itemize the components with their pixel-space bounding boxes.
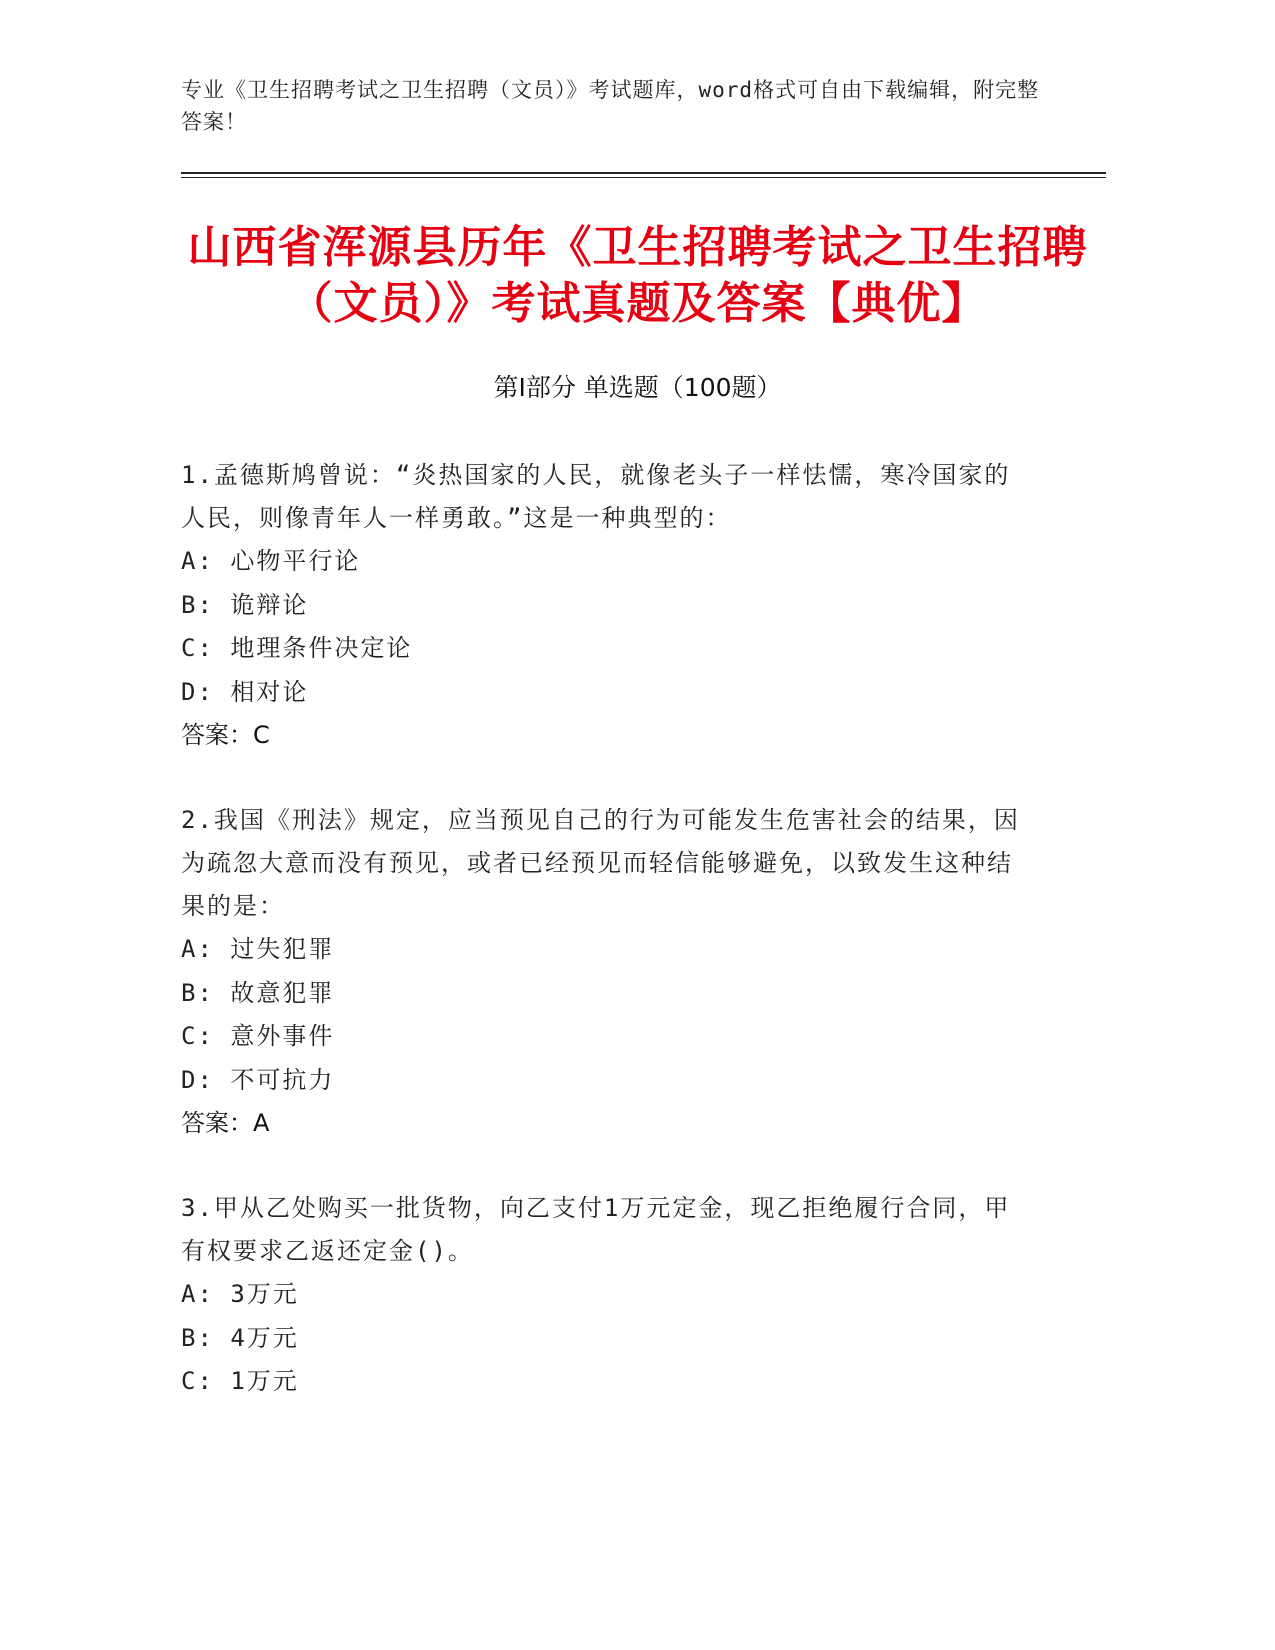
option-d: D: 相对论 bbox=[181, 677, 309, 706]
option-c: C: 1万元 bbox=[181, 1367, 299, 1395]
document-title: 山西省浑源县历年《卫生招聘考试之卫生招聘（文员）》考试真题及答案【典优】 bbox=[187, 222, 1088, 329]
question-stem: 2.我国《刑法》规定，应当预见自己的行为可能发生危害社会的结果，因为疏忽大意而没有预见，或者已经预见而轻信能够避免，以致发生这种结果的是： bbox=[181, 806, 1020, 920]
option-b: B: 诡辩论 bbox=[181, 590, 309, 619]
question-1 bbox=[181, 454, 1031, 757]
header-divider bbox=[181, 172, 1106, 174]
option-c: C: 地理条件决定论 bbox=[181, 634, 413, 662]
option-c: C: 意外事件 bbox=[181, 1022, 335, 1050]
option-a: A: 心物平行论 bbox=[181, 547, 361, 575]
answer: 答案：A bbox=[181, 1109, 270, 1137]
option-a: A: 3万元 bbox=[181, 1280, 299, 1308]
question-list bbox=[181, 454, 1031, 1446]
option-d: D: 不可抗力 bbox=[181, 1065, 335, 1094]
option-a: A: 过失犯罪 bbox=[181, 935, 335, 963]
option-b: B: 4万元 bbox=[181, 1323, 299, 1352]
question-stem: 1.孟德斯鸠曾说：“炎热国家的人民，就像老头子一样怯懦，寒冷国家的人民，则像青年人一样勇敢。”这是一种典型的： bbox=[181, 461, 1011, 532]
option-b: B: 故意犯罪 bbox=[181, 978, 335, 1007]
question-2 bbox=[181, 799, 1031, 1145]
question-3 bbox=[181, 1187, 1031, 1404]
question-stem: 3.甲从乙处购买一批货物，向乙支付1万元定金，现乙拒绝履行合同，甲有权要求乙返还定金()。 bbox=[181, 1194, 1011, 1265]
header-note: 专业《卫生招聘考试之卫生招聘（文员）》考试题库，word格式可自由下载编辑，附完整答案！ bbox=[181, 78, 1040, 134]
section-title: 第I部分 单选题（100题） bbox=[493, 373, 782, 402]
answer: 答案：C bbox=[181, 721, 270, 749]
header-divider-thin bbox=[181, 177, 1106, 178]
